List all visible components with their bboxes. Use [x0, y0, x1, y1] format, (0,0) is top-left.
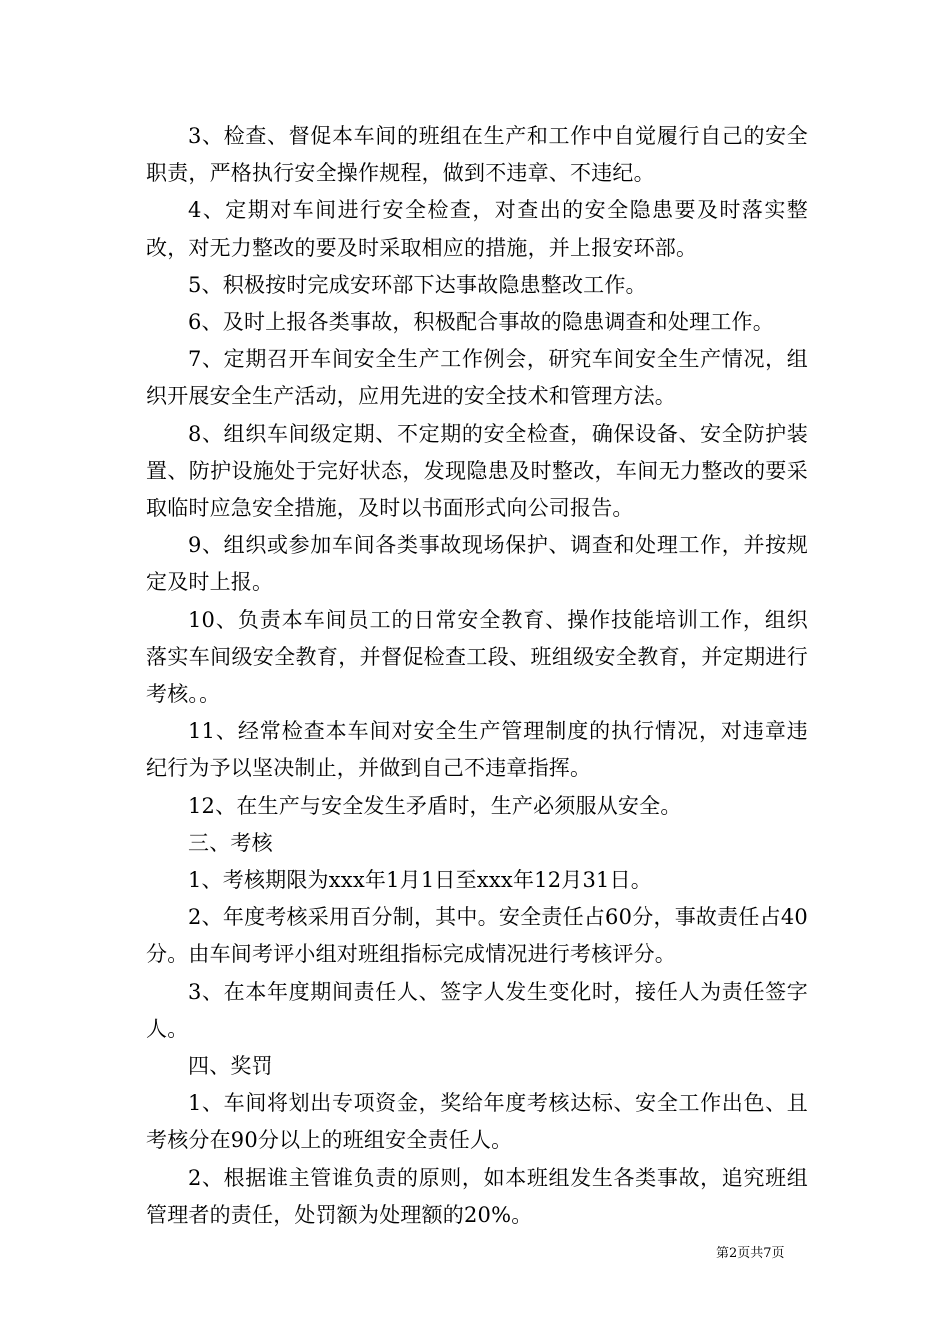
document-body — [146, 118, 808, 1234]
section-heading-rewards: 四、奖罚 — [188, 1054, 273, 1079]
assessment-item-3: 3、在本年度期间责任人、签字人发生变化时，接任人为责任签字人。 — [146, 979, 808, 1041]
paragraph-item-6: 6、及时上报各类事故，积极配合事故的隐患调查和处理工作。 — [188, 310, 774, 335]
paragraph-item-10: 10、负责本车间员工的日常安全教育、操作技能培训工作，组织落实车间级安全教育，并督促检查工段、班组级安全教育，并定期进行考核。。 — [146, 607, 808, 707]
assessment-item-2: 2、年度考核采用百分制，其中。安全责任占60分，事故责任占40分。由车间考评小组对班组指标完成情况进行考核评分。 — [146, 905, 808, 967]
paragraph-item-12: 12、在生产与安全发生矛盾时，生产必须服从安全。 — [188, 793, 682, 818]
assessment-item-1: 1、考核期限为xxx年1月1日至xxx年12月31日。 — [188, 868, 652, 893]
paragraph-item-4: 4、定期对车间进行安全检查，对查出的安全隐患要及时落实整改，对无力整改的要及时采取相应的措施，并上报安环部。 — [146, 198, 808, 260]
rewards-item-1: 1、车间将划出专项资金，奖给年度考核达标、安全工作出色、且考核分在90分以上的班组安全责任人。 — [146, 1091, 808, 1153]
paragraph-item-8: 8、组织车间级定期、不定期的安全检查，确保设备、安全防护装置、防护设施处于完好状态，发现隐患及时整改，车间无力整改的要采取临时应急安全措施，及时以书面形式向公司报告。 — [146, 421, 808, 521]
paragraph-item-11: 11、经常检查本车间对安全生产管理制度的执行情况，对违章违纪行为予以坚决制止，并做到自己不违章指挥。 — [146, 719, 808, 781]
rewards-item-2: 2、根据谁主管谁负责的原则，如本班组发生各类事故，追究班组管理者的责任，处罚额为处理额的20%。 — [146, 1165, 808, 1227]
paragraph-item-9: 9、组织或参加车间各类事故现场保护、调查和处理工作，并按规定及时上报。 — [146, 533, 808, 595]
paragraph-item-3: 3、检查、督促本车间的班组在生产和工作中自觉履行自己的安全职责，严格执行安全操作规程，做到不违章、不违纪。 — [146, 124, 808, 186]
page-number: 第2页共7页 — [716, 1246, 785, 1261]
section-heading-assessment: 三、考核 — [188, 830, 273, 855]
paragraph-item-7: 7、定期召开车间安全生产工作例会，研究车间安全生产情况，组织开展安全生产活动，应用先进的安全技术和管理方法。 — [146, 347, 808, 409]
paragraph-item-5: 5、积极按时完成安环部下达事故隐患整改工作。 — [188, 272, 647, 297]
